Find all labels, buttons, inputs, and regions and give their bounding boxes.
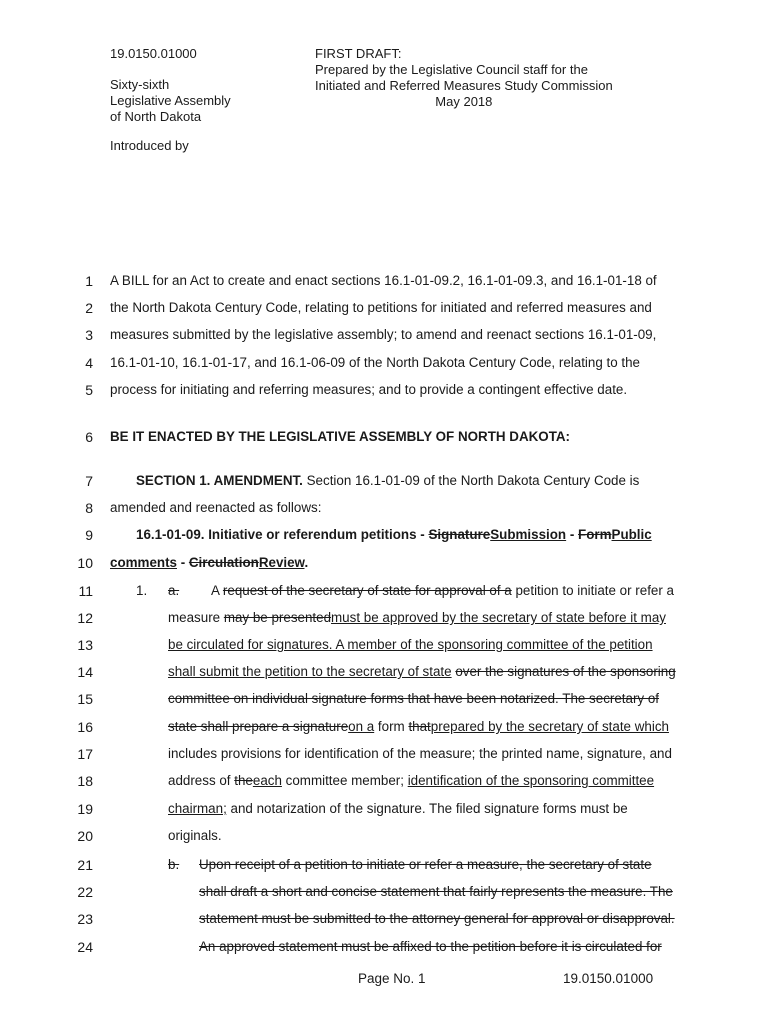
- draft-date: May 2018: [435, 94, 493, 109]
- text-segment: 16.1-01-09. Initiative or referendum petitions -: [136, 527, 429, 542]
- text-segment: measures submitted by the legislative assembly; to amend and reenact sections 16.1-01-09,: [110, 327, 657, 342]
- bill-line: [110, 326, 656, 344]
- assembly-line: Sixty-sixth: [110, 77, 170, 92]
- text-segment: a.: [168, 583, 180, 598]
- bill-line: [110, 272, 657, 290]
- line-number: 13: [77, 637, 93, 653]
- text-segment: amended and reenacted as follows:: [110, 500, 322, 515]
- bill-line: [136, 526, 652, 544]
- text-segment: committee on individual signature forms that have been notarized. The secretary of: [168, 691, 660, 706]
- text-segment: shall draft a short and concise statement that fairly represents the measure. The: [199, 884, 673, 899]
- text-segment: that: [408, 719, 431, 734]
- text-segment: form: [374, 719, 409, 734]
- line-number: 14: [77, 664, 93, 680]
- text-segment: prepared by the secretary of state which: [430, 719, 669, 734]
- line-number: 23: [77, 911, 93, 927]
- line-number: 12: [77, 610, 93, 626]
- subsection-a-text: [211, 582, 674, 600]
- text-segment: process for initiating and referring measures; and to provide a contingent effective date.: [110, 382, 628, 397]
- bill-line: [199, 938, 662, 956]
- text-segment: .: [304, 555, 309, 570]
- bill-line: [168, 718, 669, 736]
- line-number: 20: [77, 828, 93, 844]
- introduced-by: Introduced by: [110, 138, 189, 153]
- draft-line: Prepared by the Legislative Council staff for the: [315, 62, 588, 77]
- bill-line: [168, 800, 628, 818]
- bill-line: [110, 499, 321, 517]
- text-segment: comments: [110, 555, 177, 570]
- bill-line: [110, 299, 652, 317]
- assembly-line: Legislative Assembly: [110, 93, 231, 108]
- draft-block: [315, 46, 613, 110]
- bill-line: [168, 827, 222, 845]
- bill-line: [168, 745, 672, 763]
- text-segment: and notarization of the signature. The filed signature forms must be: [226, 801, 628, 816]
- assembly-block: [110, 77, 231, 125]
- line-number: 6: [85, 429, 93, 445]
- line-number: 1: [85, 273, 93, 289]
- line-number: 21: [77, 857, 93, 873]
- line-number: 10: [77, 555, 93, 571]
- line-number: 7: [85, 473, 93, 489]
- line-number: 11: [78, 583, 93, 599]
- line-number: 22: [77, 884, 93, 900]
- bill-number: 19.0150.01000: [110, 46, 197, 61]
- line-number: 16: [77, 719, 93, 735]
- line-number: 4: [85, 355, 93, 371]
- bill-line: [110, 554, 308, 572]
- bill-line: [168, 663, 676, 681]
- text-segment: petition to initiate or refer a: [511, 583, 674, 598]
- text-segment: A BILL for an Act to create and enact sections 16.1-01-09.2, 16.1-01-09.3, and 16.1-01-18 of: [110, 273, 657, 288]
- bill-line: [168, 636, 653, 654]
- text-segment: the North Dakota Century Code, relating to petitions for initiated and referred measures and: [110, 300, 652, 315]
- text-segment: address of: [168, 773, 235, 788]
- text-segment: state shall prepare a signature: [168, 719, 349, 734]
- footer-bill-number: 19.0150.01000: [563, 971, 654, 986]
- text-segment: must be approved by the secretary of state before it may: [331, 610, 666, 625]
- line-number: 8: [85, 500, 93, 516]
- text-segment: An approved statement must be affixed to the petition before it is circulated for: [199, 939, 662, 954]
- text-segment: SECTION 1. AMENDMENT.: [136, 473, 303, 488]
- draft-title: FIRST DRAFT:: [315, 46, 402, 61]
- bill-line: [168, 609, 666, 627]
- text-segment: measure: [168, 610, 224, 625]
- text-segment: statement must be submitted to the attorney general for approval or disapproval.: [199, 911, 675, 926]
- text-segment: may be presented: [223, 610, 332, 625]
- bill-line: [110, 354, 640, 372]
- draft-line: Initiated and Referred Measures Study Commission: [315, 78, 613, 93]
- bill-line: [168, 772, 654, 790]
- text-segment: Review: [258, 555, 305, 570]
- text-segment: on a: [348, 719, 375, 734]
- text-segment: Upon receipt of a petition to initiate or refer a measure, the secretary of state: [199, 857, 652, 872]
- text-segment: includes provisions for identification of the measure; the printed name, signature, and: [168, 746, 672, 761]
- text-segment: shall submit the petition to the secretary of state: [168, 664, 452, 679]
- bill-line: [199, 910, 675, 928]
- text-segment: 16.1-01-10, 16.1-01-17, and 16.1-06-09 of the North Dakota Century Code, relating to the: [110, 355, 641, 370]
- text-segment: each: [252, 773, 282, 788]
- bill-line: [110, 428, 570, 446]
- text-segment: Signature: [428, 527, 491, 542]
- bill-line: [136, 472, 639, 490]
- text-segment: the: [234, 773, 253, 788]
- text-segment: Section 16.1-01-09 of the North Dakota Century Code is: [302, 473, 640, 488]
- text-segment: originals.: [168, 828, 222, 843]
- line-number: 18: [77, 773, 93, 789]
- assembly-line: of North Dakota: [110, 109, 202, 124]
- line-number: 24: [77, 939, 93, 955]
- line-number: 17: [77, 746, 93, 762]
- text-segment: request of the secretary of state for approval of a: [222, 583, 512, 598]
- text-segment: Circulation: [188, 555, 259, 570]
- bill-line: [199, 883, 673, 901]
- bill-line: [110, 381, 627, 399]
- text-segment: over the signatures of the sponsoring: [455, 664, 676, 679]
- bill-line: [168, 856, 179, 874]
- page-number: Page No. 1: [358, 971, 426, 986]
- text-segment: be circulated for signatures. A member of the sponsoring committee of the petition: [168, 637, 653, 652]
- text-segment: Public: [611, 527, 652, 542]
- text-segment: Form: [578, 527, 612, 542]
- bill-line: [168, 690, 659, 708]
- line-number: 15: [77, 691, 93, 707]
- line-number: 5: [85, 382, 93, 398]
- line-number: 3: [85, 327, 93, 343]
- text-segment: -: [566, 527, 579, 542]
- text-segment: A: [211, 583, 223, 598]
- text-segment: BE IT ENACTED BY THE LEGISLATIVE ASSEMBLY OF NORTH DAKOTA:: [110, 429, 571, 444]
- text-segment: committee member;: [281, 773, 408, 788]
- text-segment: identification of the sponsoring committee: [407, 773, 655, 788]
- subsection-a-label: [168, 582, 179, 600]
- text-segment: -: [176, 555, 189, 570]
- bill-line: [136, 582, 147, 600]
- subsection-b-text: [199, 856, 652, 874]
- text-segment: Submission: [490, 527, 567, 542]
- text-segment: 1.: [136, 583, 148, 598]
- text-segment: chairman;: [168, 801, 227, 816]
- text-segment: b.: [168, 857, 180, 872]
- line-number: 2: [85, 300, 93, 316]
- line-number: 19: [77, 801, 93, 817]
- line-number: 9: [85, 527, 93, 543]
